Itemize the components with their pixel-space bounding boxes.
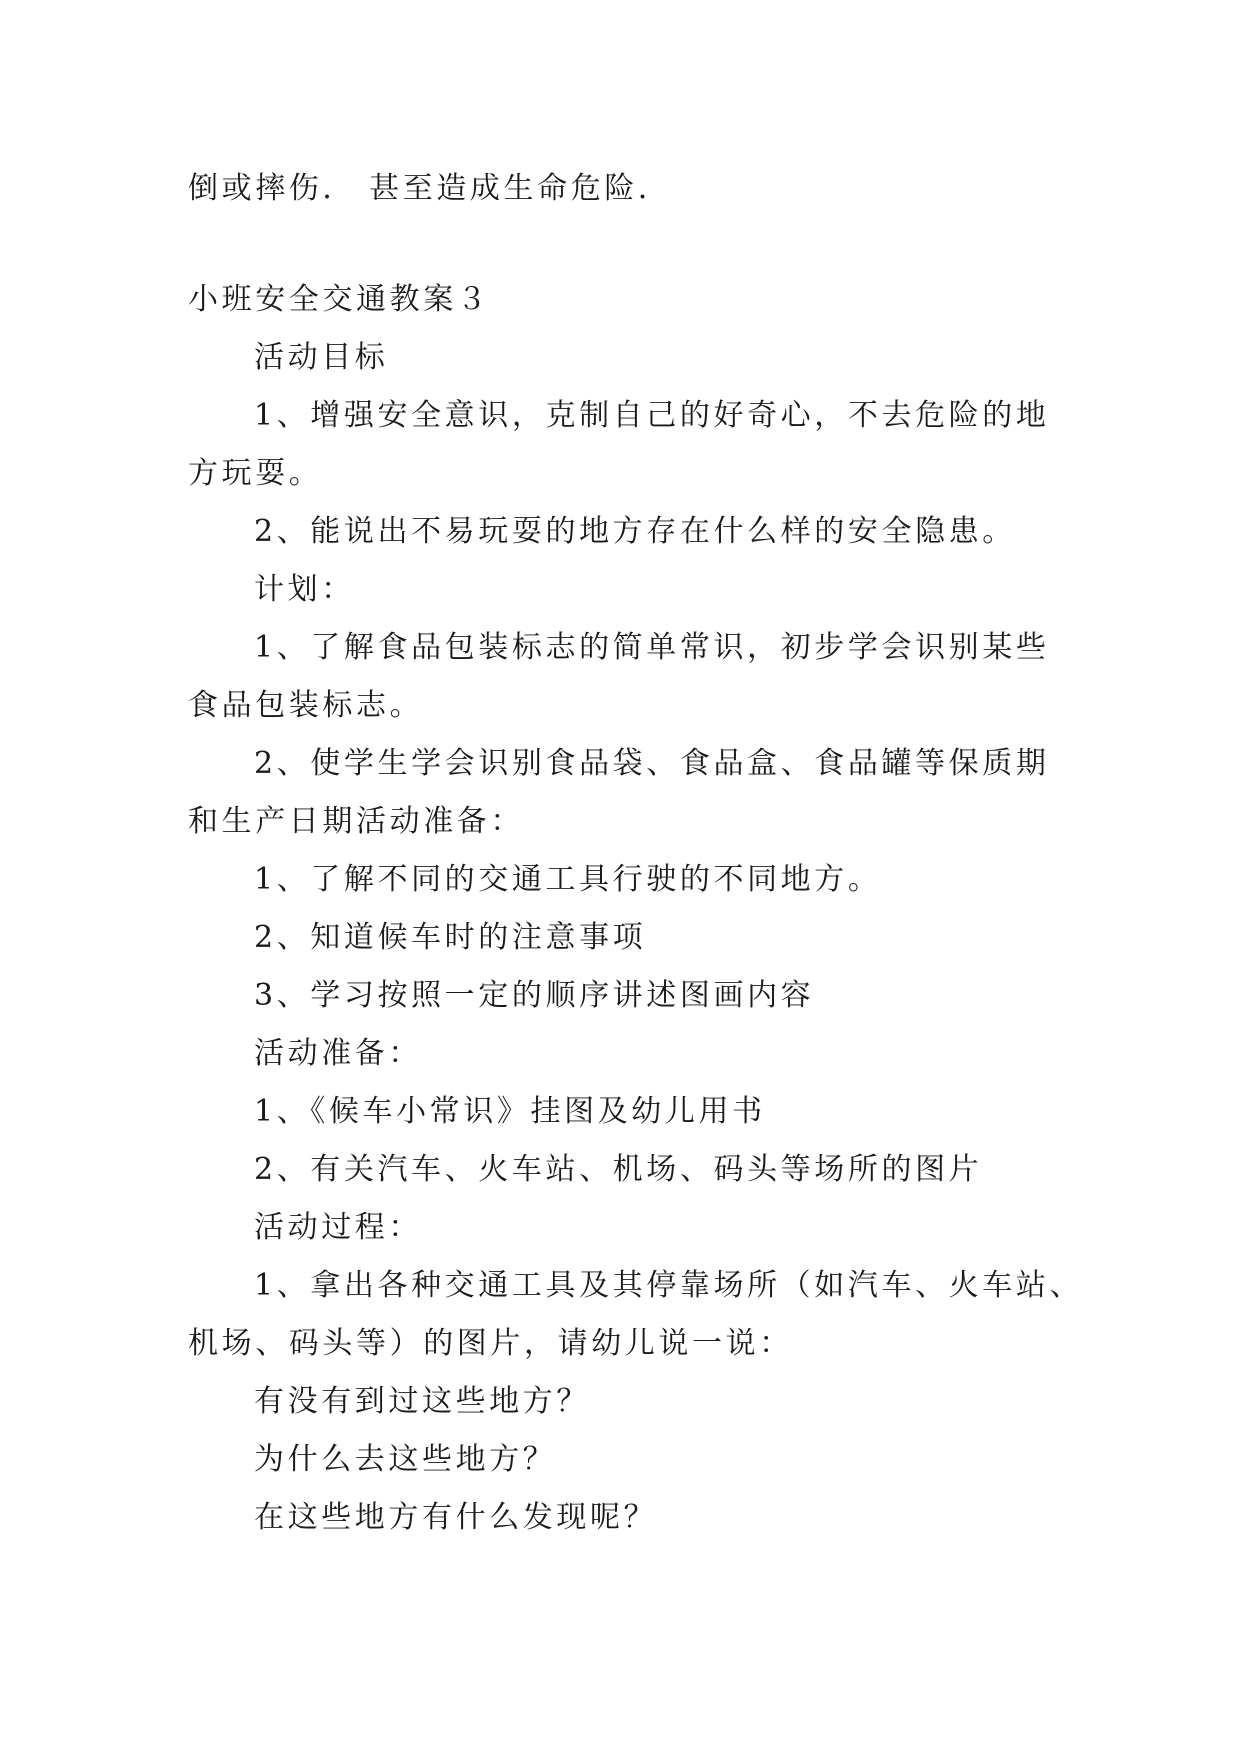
section-title: 小班安全交通教案３ xyxy=(188,282,491,317)
heading-process: 活动过程： xyxy=(254,1210,422,1245)
paragraph-line: 方玩耍。 xyxy=(188,456,323,491)
text-line-continuation: 倒或摔伤． 甚至造成生命危险． xyxy=(188,171,672,206)
question-line: 有没有到过这些地方？ xyxy=(254,1384,590,1419)
question-line: 为什么去这些地方？ xyxy=(254,1442,557,1477)
paragraph-line: 2、知道候车时的注意事项 xyxy=(254,920,647,955)
paragraph-line: 2、有关汽车、火车站、机场、码头等场所的图片 xyxy=(254,1152,983,1187)
heading-preparation: 活动准备： xyxy=(254,1036,422,1071)
question-line: 在这些地方有什么发现呢？ xyxy=(254,1500,658,1535)
paragraph-line: 3、学习按照一定的顺序讲述图画内容 xyxy=(254,978,815,1013)
paragraph-line: 机场、码头等）的图片，请幼儿说一说： xyxy=(188,1326,793,1361)
paragraph-line: 食品包装标志。 xyxy=(188,688,424,723)
heading-activity-goals: 活动目标 xyxy=(254,340,389,375)
paragraph-line: 1、了解食品包装标志的简单常识，初步学会识别某些 xyxy=(254,630,1050,665)
heading-plan: 计划： xyxy=(254,572,355,607)
paragraph-line: 2、使学生学会识别食品袋、食品盒、食品罐等保质期 xyxy=(254,746,1050,781)
paragraph-line: 1、《候车小常识》挂图及幼儿用书 xyxy=(254,1094,766,1129)
paragraph-line: 1、增强安全意识，克制自己的好奇心，不去危险的地 xyxy=(254,398,1050,433)
paragraph-line: 2、能说出不易玩耍的地方存在什么样的安全隐患。 xyxy=(254,514,1016,549)
paragraph-line: 1、了解不同的交通工具行驶的不同地方。 xyxy=(254,862,882,897)
paragraph-line: 1、拿出各种交通工具及其停靠场所（如汽车、火车站、 xyxy=(254,1268,1084,1303)
paragraph-line: 和生产日期活动准备： xyxy=(188,804,524,839)
